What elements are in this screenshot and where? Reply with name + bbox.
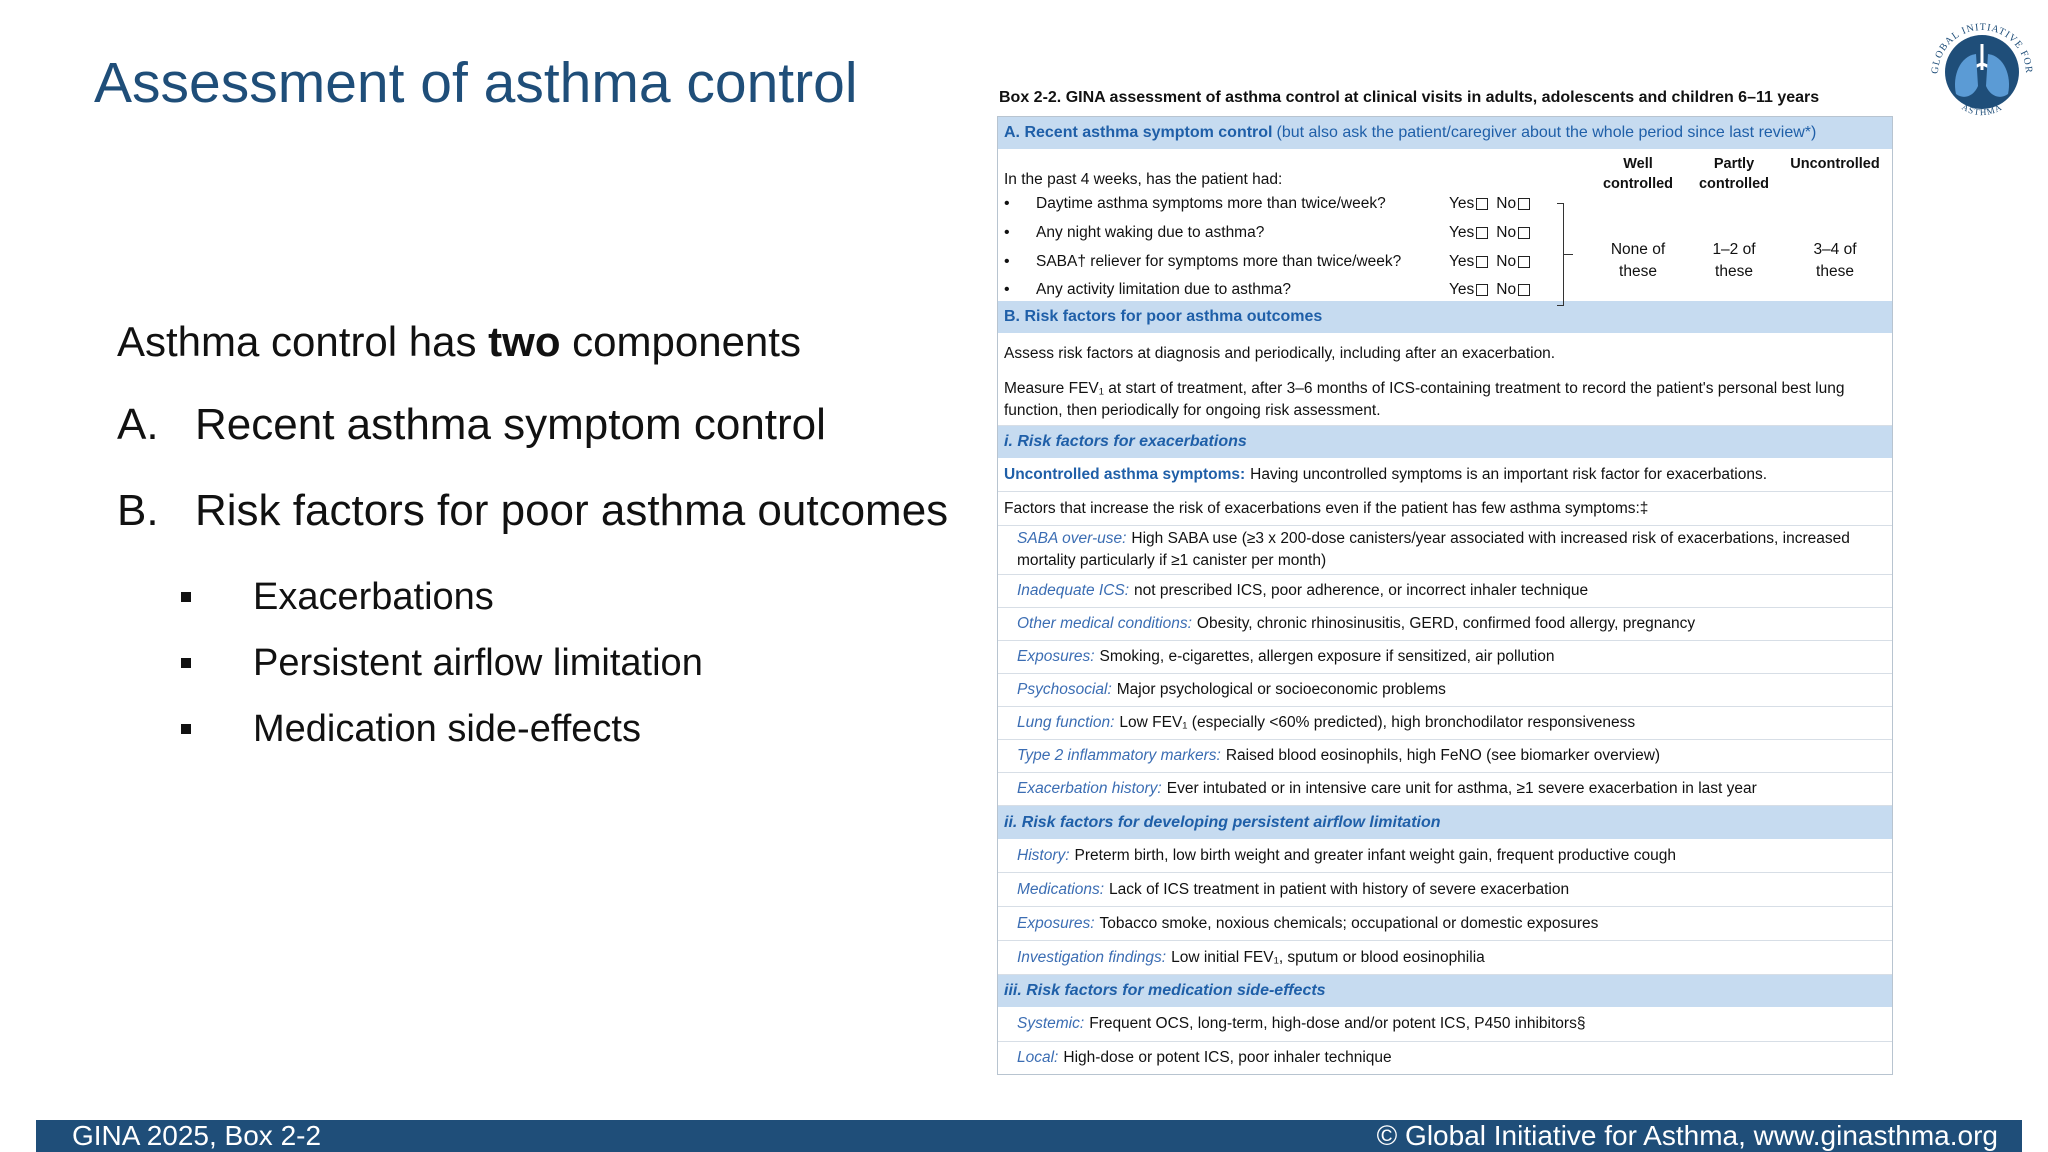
answer-partly: 1–2 of these bbox=[1712, 241, 1756, 280]
logo-bottom-text: ASTHMA bbox=[1960, 101, 2004, 118]
subitem-exacerbations: Exacerbations bbox=[117, 564, 957, 630]
yes-no-choice: Yes No bbox=[1449, 195, 1536, 213]
component-a: A. Recent asthma symptom control bbox=[117, 400, 826, 449]
risk-factor-row: History: Preterm birth, low birth weight and greater infant weight gain, frequent productive cough bbox=[998, 839, 1892, 873]
risk-factor-row: Medications: Lack of ICS treatment in patient with history of severe exacerbation bbox=[998, 873, 1892, 907]
yes-checkbox[interactable] bbox=[1476, 284, 1488, 296]
risk-factor-row: Lung function: Low FEV₁ (especially <60% predicted), high bronchodilator responsiveness bbox=[998, 707, 1892, 740]
uncontrolled-symptoms-row: Uncontrolled asthma symptoms: Having uncontrolled symptoms is an important risk factor for exacerbations. bbox=[998, 458, 1892, 492]
yes-no-choice: Yes No bbox=[1449, 253, 1536, 271]
footer-source: GINA 2025, Box 2-2 bbox=[72, 1120, 322, 1151]
gina-logo bbox=[1924, 14, 2040, 130]
risk-subitems bbox=[117, 564, 957, 762]
square-bullet-icon bbox=[181, 724, 191, 734]
no-checkbox[interactable] bbox=[1518, 227, 1530, 239]
risk-factor-row: Exposures: Tobacco smoke, noxious chemicals; occupational or domestic exposures bbox=[998, 907, 1892, 941]
no-checkbox[interactable] bbox=[1518, 198, 1530, 210]
symptom-question: In the past 4 weeks, has the patient had: bbox=[1004, 171, 1283, 188]
exacerbation-risk-header: i. Risk factors for exacerbations bbox=[998, 426, 1892, 458]
risk-factor-row: Systemic: Frequent OCS, long-term, high-dose and/or potent ICS, P450 inhibitors§ bbox=[998, 1007, 1892, 1042]
risk-factor-row: Type 2 inflammatory markers: Raised blood eosinophils, high FeNO (see biomarker overview) bbox=[998, 740, 1892, 773]
answer-uncontrolled: 3–4 of these bbox=[1813, 241, 1857, 280]
risk-factor-row: Psychosocial: Major psychological or socioeconomic problems bbox=[998, 674, 1892, 707]
measure-text: Measure FEV₁ at start of treatment, after 3–6 months of ICS-containing treatment to record the patient's personal best lung function, then periodically for ongoing risk assessment. bbox=[998, 375, 1892, 426]
side-effects-risk-header: iii. Risk factors for medication side-effects bbox=[998, 975, 1892, 1007]
section-b-header: B. Risk factors for poor asthma outcomes bbox=[998, 301, 1892, 333]
risk-factor-row: SABA over-use: High SABA use (≥3 x 200-dose canisters/year associated with increased risk of exacerbations, increased mortality particularly if ≥1 canister per month) bbox=[998, 526, 1892, 575]
factors-intro-row: Factors that increase the risk of exacerbations even if the patient has few asthma symptoms:‡ bbox=[998, 492, 1892, 526]
gina-box-2-2 bbox=[997, 86, 1893, 1075]
yes-no-choice: Yes No bbox=[1449, 224, 1536, 242]
intro-emphasis: two bbox=[488, 318, 561, 365]
yes-checkbox[interactable] bbox=[1476, 198, 1488, 210]
slide-title: Assessment of asthma control bbox=[94, 51, 858, 115]
section-a-header: A. Recent asthma symptom control (but also ask the patient/caregiver about the whole period since last review*) bbox=[998, 117, 1892, 149]
assess-text: Assess risk factors at diagnosis and periodically, including after an exacerbation. bbox=[1004, 345, 1556, 362]
bracket-icon bbox=[1557, 203, 1564, 306]
risk-factor-row: Exposures: Smoking, e-cigarettes, allergen exposure if sensitized, air pollution bbox=[998, 641, 1892, 674]
no-checkbox[interactable] bbox=[1518, 284, 1530, 296]
col-well-controlled: Well controlled bbox=[1602, 156, 1674, 192]
logo-top-text: GLOBAL INITIATIVE FOR bbox=[1929, 21, 2035, 75]
summary-panel bbox=[117, 318, 957, 762]
answer-well: None of these bbox=[1610, 241, 1666, 280]
risk-factor-row: Other medical conditions: Obesity, chronic rhinosinusitis, GERD, confirmed food allergy, pregnancy bbox=[998, 608, 1892, 641]
yes-no-choice: Yes No bbox=[1449, 281, 1536, 299]
box-title: Box 2-2. GINA assessment of asthma control at clinical visits in adults, adolescents and children 6–11 years bbox=[999, 89, 1820, 106]
symptom-item: • Daytime asthma symptoms more than twice/week? Yes No bbox=[1004, 195, 1536, 213]
component-b: B. Risk factors for poor asthma outcomes bbox=[117, 486, 949, 535]
square-bullet-icon bbox=[181, 592, 191, 602]
col-uncontrolled: Uncontrolled bbox=[1790, 156, 1880, 172]
assessment-table bbox=[997, 116, 1893, 1075]
yes-checkbox[interactable] bbox=[1476, 227, 1488, 239]
risk-factor-row: Local: High-dose or potent ICS, poor inhaler technique bbox=[1017, 1049, 1392, 1066]
intro-text: Asthma control has two components bbox=[117, 318, 801, 365]
symptom-item: • SABA† reliever for symptoms more than twice/week? Yes No bbox=[1004, 253, 1536, 271]
yes-checkbox[interactable] bbox=[1476, 256, 1488, 268]
symptom-control-block bbox=[998, 149, 1892, 301]
risk-factor-row: Inadequate ICS: not prescribed ICS, poor adherence, or incorrect inhaler technique bbox=[998, 575, 1892, 608]
subitem-side-effects: Medication side-effects bbox=[117, 696, 957, 762]
risk-factor-row: Exacerbation history: Ever intubated or in intensive care unit for asthma, ≥1 severe exacerbation in last year bbox=[998, 773, 1892, 806]
risk-factor-row: Investigation findings: Low initial FEV₁, sputum or blood eosinophilia bbox=[998, 941, 1892, 975]
symptom-item: • Any night waking due to asthma? Yes No bbox=[1004, 224, 1536, 242]
footer-copyright: © Global Initiative for Asthma, www.ginasthma.org bbox=[1376, 1120, 1998, 1151]
airflow-risk-header: ii. Risk factors for developing persistent airflow limitation bbox=[998, 806, 1892, 839]
symptom-item: • Any activity limitation due to asthma? Yes No bbox=[1004, 281, 1536, 299]
subitem-airflow: Persistent airflow limitation bbox=[117, 630, 957, 696]
square-bullet-icon bbox=[181, 658, 191, 668]
col-partly-controlled: Partly controlled bbox=[1698, 156, 1770, 192]
no-checkbox[interactable] bbox=[1518, 256, 1530, 268]
footer-bar bbox=[36, 1120, 2022, 1152]
